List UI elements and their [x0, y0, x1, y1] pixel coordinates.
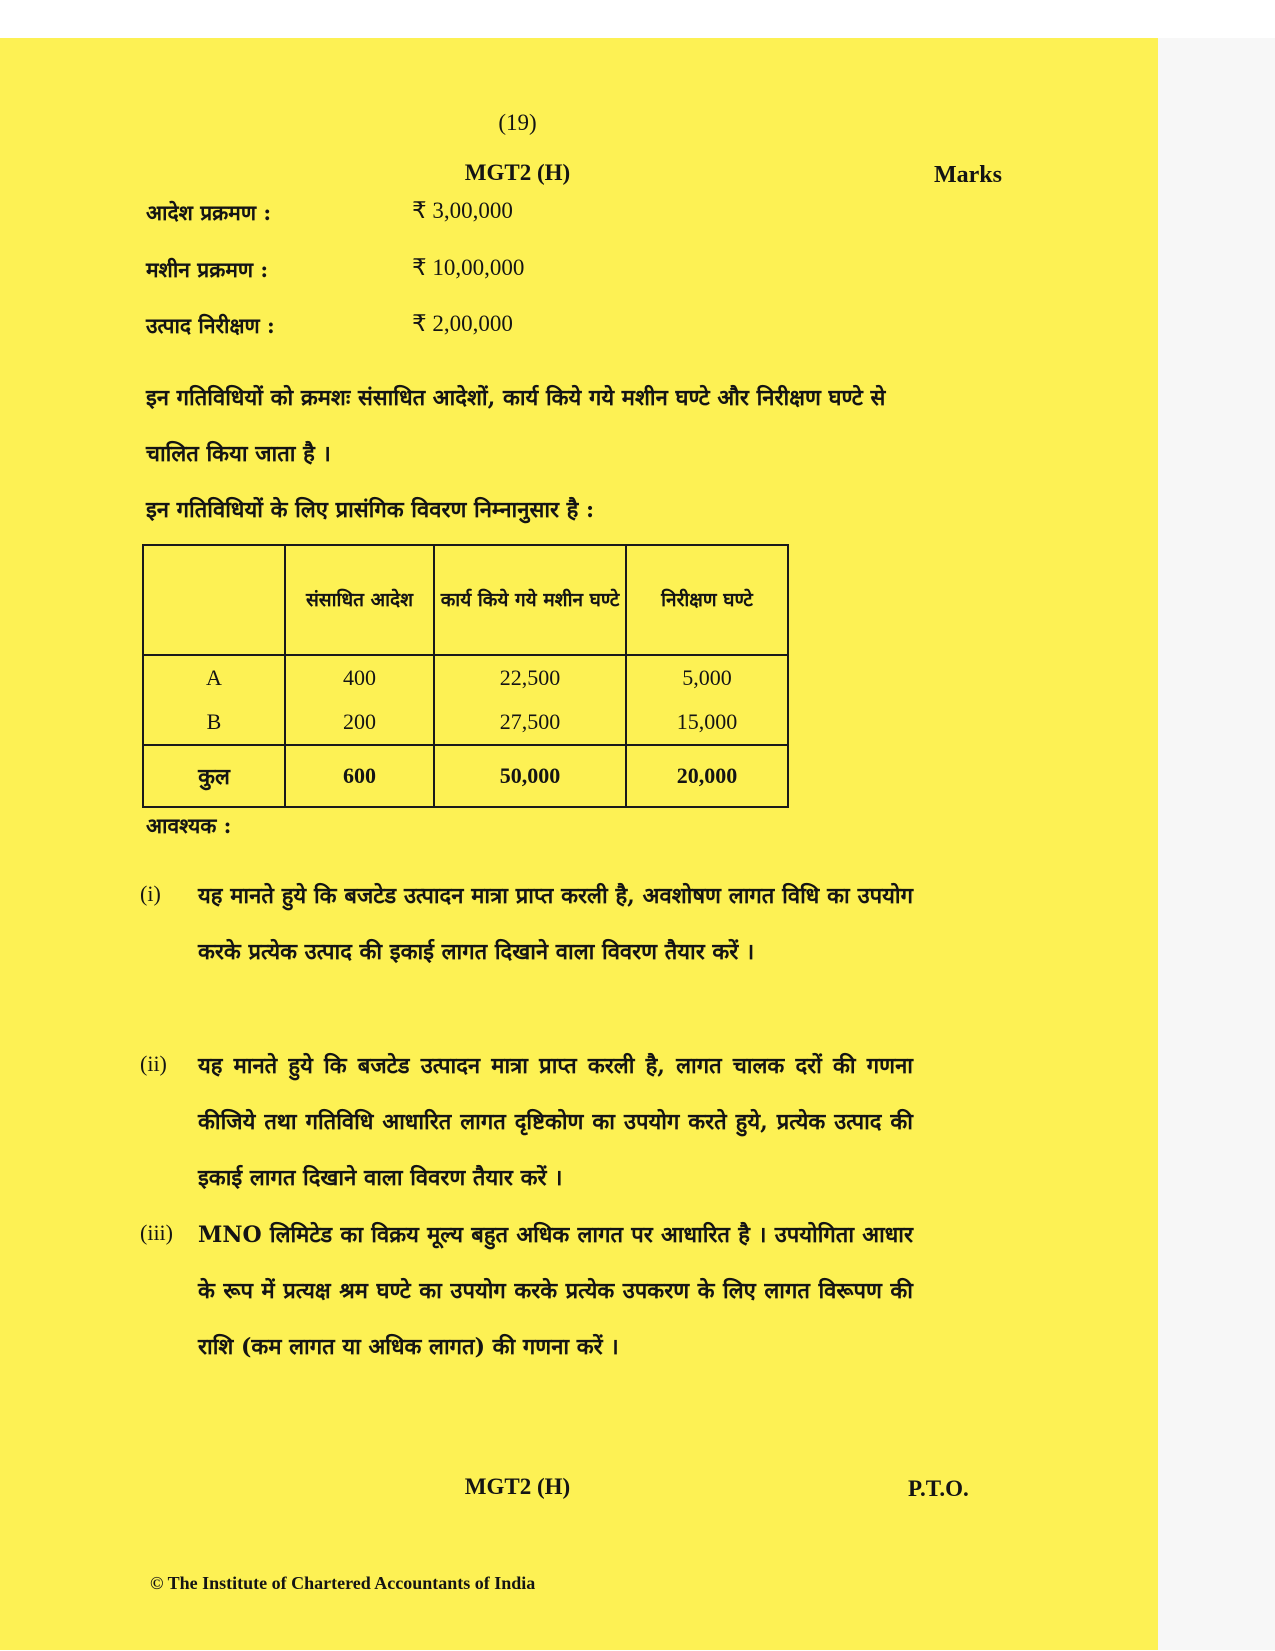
total-value: 20,000 [626, 745, 788, 807]
pto-label: P.T.O. [908, 1476, 969, 1501]
cell-value: 5,000 [682, 665, 732, 690]
table-total-row [143, 745, 788, 807]
table-cell [434, 655, 626, 745]
cost-pool-value: ₹ 10,00,000 [412, 255, 525, 280]
cell-value: 400 [343, 665, 376, 690]
paragraph-details: इन गतिविधियों के लिए प्रासंगिक विवरण निम्नानुसार है : [146, 497, 595, 523]
requirement-number: (i) [140, 881, 161, 906]
table-cell [626, 655, 788, 745]
table-header: कार्य किये गये मशीन घण्टे [434, 545, 626, 655]
total-value: 50,000 [434, 745, 626, 807]
table-header: निरीक्षण घण्टे [626, 545, 788, 655]
requirement-number: (iii) [140, 1220, 173, 1245]
cost-pool-label: मशीन प्रक्रमण : [146, 257, 269, 282]
page-margin [1158, 38, 1275, 1650]
table-row [143, 655, 788, 745]
cost-pool-label: आदेश प्रक्रमण : [146, 200, 272, 225]
cost-pool-label: उत्पाद निरीक्षण : [146, 313, 275, 338]
table-cell [285, 655, 434, 745]
cell-value: 27,500 [499, 709, 561, 734]
product-name: A [206, 665, 222, 690]
footer-paper-code: MGT2 (H) [464, 1474, 571, 1499]
cell-value: 22,500 [499, 665, 561, 690]
marks-label: Marks [934, 162, 1002, 188]
requirement-text: यह मानते हुये कि बजटेड उत्पादन मात्रा प्राप्त करली है, अवशोषण लागत विधि का उपयोग करके प्रत्येक उत्पाद की इकाई लागत दिखाने वाला विवरण तैयार करें । [198, 883, 913, 965]
requirement-text: यह मानते हुये कि बजटेड उत्पादन मात्रा प्राप्त करली है, लागत चालक दरों की गणना कीजिये तथा गतिविधि आधारित लागत दृष्टिकोण का उपयोग करते हुये, प्रत्येक उत्पाद की इकाई लागत दिखाने वाला विवरण तैयार करें । [198, 1053, 913, 1191]
activity-table [142, 544, 789, 808]
paragraph-drivers: इन गतिविधियों को क्रमशः संसाधित आदेशों, कार्य किये गये मशीन घण्टे और निरीक्षण घण्टे से चालित किया जाता है । [146, 385, 886, 467]
cost-pool-value: ₹ 2,00,000 [412, 311, 513, 336]
product-name: B [206, 709, 222, 734]
table-header-row [143, 545, 788, 655]
copyright-notice: © The Institute of Chartered Accountants of India [150, 1573, 536, 1593]
required-heading: आवश्यक : [146, 813, 232, 838]
table-header [143, 545, 285, 655]
page-number: (19) [498, 110, 537, 135]
cost-pool-value: ₹ 3,00,000 [412, 198, 513, 223]
cell-value: 15,000 [676, 709, 738, 734]
requirement-number: (ii) [140, 1051, 167, 1076]
paper-code: MGT2 (H) [464, 160, 571, 185]
cell-value: 200 [343, 709, 376, 734]
total-value: 600 [285, 745, 434, 807]
table-header: संसाधित आदेश [285, 545, 434, 655]
total-label: कुल [143, 745, 285, 807]
requirement-text: MNO लिमिटेड का विक्रय मूल्य बहुत अधिक लागत पर आधारित है । उपयोगिता आधार के रूप में प्रत्यक्ष श्रम घण्टे का उपयोग करके प्रत्येक उपकरण के लिए लागत विरूपण की राशि (कम लागत या अधिक लागत) की गणना करें । [198, 1222, 913, 1360]
table-cell [143, 655, 285, 745]
